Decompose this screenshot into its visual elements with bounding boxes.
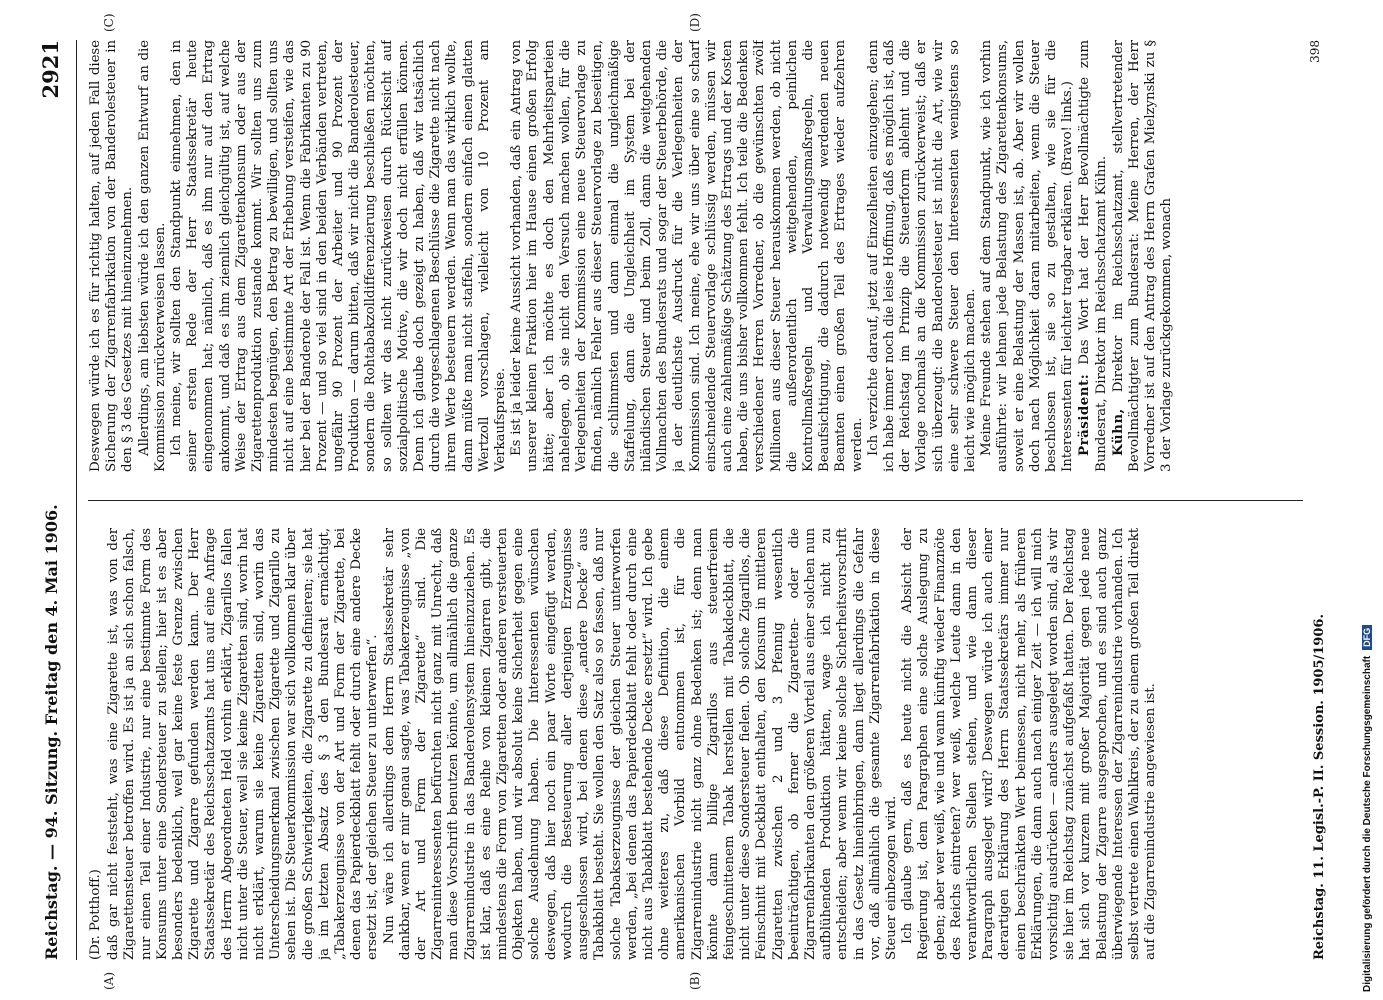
left-column xyxy=(88,528,1303,960)
page-header xyxy=(36,40,76,960)
text-columns xyxy=(88,13,1303,990)
page-footer xyxy=(1306,40,1346,960)
footer-text: Reichstag. 11. Legisl.-P. II. Session. 1905/1906. xyxy=(1312,614,1327,960)
dfg-logo: DFG xyxy=(1362,625,1372,650)
kuehn-paragraph xyxy=(1110,40,1176,472)
right-column xyxy=(88,40,1303,472)
margin-marker-c: (C) xyxy=(102,13,116,32)
column-divider xyxy=(88,500,1303,501)
president-paragraph xyxy=(1076,40,1109,472)
paragraph: Ich glaube gern, daß es heute nicht die Absicht der Regierung ist, dem Paragraphen eine solche Auslegung zu geben; aber wer weiß, wie und wann künftig wieder Finanznöte des Reichs eintreten? wer weiß, welche Leute dann in den verantwortlichen Stellen stehen, und wie dann dieser Paragraph ausgelegt wird? Deswegen würde ich auch einer derartigen Erklärung des Herrn Staatssekretärs immer nur einen beschränkten Wert beimessen, nicht mehr, als früheren Erklärungen, die dann auch nach einiger Zeit — ich will mich vorsichtig ausdrücken — anders ausgelegt worden sind, als wir sie hier im Reichstag zunächst aufgefaßt hatten. Der Reichstag hat sich vor kurzem mit großer Majorität gegen jede neue Belastung der Zigarre ausgesprochen, und es sind auch ganz überwiegende Interessen der Zigarrenindustrie vorhanden. Ich selbst vertrete einen Wahlkreis, der zu einem großen Teil direkt auf die Zigarrenindustrie angewiesen ist. xyxy=(900,528,1159,960)
page-number: 2921 xyxy=(38,40,63,99)
speaker-name: Präsident: xyxy=(1076,373,1093,456)
speech-text: Das Wort hat der Herr Bevollmächtigte zum Bundesrat, Direktor im Reichsschatzamt Kühn. xyxy=(1077,40,1109,472)
header-rule xyxy=(76,40,77,960)
speaker-attribution: (Dr. Potthoff.) xyxy=(88,869,103,960)
paragraph: Meine Freunde stehen auf dem Standpunkt, wie ich vorhin ausführte: wir lehnen jede Belastung des Zigarettenkonsums, soweit er eine Belastung der Massen ist, ab. Aber wir wollen doch nach Möglichkeit daran mitarbeiten, wenn die Steuer beschlossen ist, sie so zu gestalten, wie sie für die Interessenten für leichter tragbar erklären. (Bravo! links.) xyxy=(979,40,1076,472)
signature-mark: 398 xyxy=(1308,40,1322,63)
margin-marker-a: (A) xyxy=(102,971,116,990)
paragraph: Nun wäre ich allerdings dem Herrn Staatssekretär sehr dankbar, wenn er mir genau sagte, was Tabakerzeugnisse „von der Art und Form der Zigarette“ sind. Die Zigarreninteressenten befürchten nicht ganz mit Unrecht, daß man diese Vorschrift benutzen könnte, um allmählich die ganze Zigarrenindustrie in das Banderolensystem hineinzuziehen. Es ist klar, daß es eine Reihe von kleinen Zigarren gibt, die mindestens die Form von Zigaretten oder anderen versteuerten Objekten haben, und wir absolut keine Sicherheit gegen eine solche Ausdehnung haben. Die Interessenten wünschen deswegen, daß hier noch ein paar Worte eingefügt werden, wodurch die Besteuerung aller derjenigen Erzeugnisse ausgeschlossen wird, bei denen diese „andere Decke“ aus Tabakblatt besteht. Sie wollen den Satz also so fassen, daß nur solche Tabakserzeugnisse der gleichen Steuer unterworfen werden, „bei denen das Papierdeckblatt fehlt oder durch eine nicht aus Tabakblatt bestehende Decke ersetzt“ wird. Ich gebe ohne weiteres zu, daß diese Definition, die einem amerikanischen Vorbild entnommen ist, für die Zigarrenindustrie nicht ganz ohne Bedenken ist; denn man könnte dann billige Zigarillos aus steuerfreiem feingeschnittenem Tabak herstellen mit Tabakdeckblatt, die nicht unter diese Sondersteuer fielen. Ob solche Zigarillos, die Feinschnitt mit Deckblatt enthalten, den Konsum in mittleren Zigaretten zwischen 2 und 3 Pfennig wesentlich beeinträchtigen, ob ferner die Zigaretten- oder die Zigarrenfabrikanten den größeren Vorteil aus einer solchen nun aufblühenden Produktion hätten, wage ich nicht zu entscheiden; aber wenn wir keine solche Sicherheitsvorschrift in das Gesetz hineinbringen, dann liegt allerdings die Gefahr vor, daß allmählich die gesamte Zigarrenfabrikation in diese Steuer einbezogen wird. xyxy=(381,528,899,960)
paragraph: Ich verzichte darauf, jetzt auf Einzelheiten einzugehen; denn ich habe immer noch die leise Hoffnung, daß es möglich ist, daß der Reichstag im Prinzip die Steuerform ablehnt und die Vorlage nochmals an die Kommission zurückverweist; daß er sich überzeugt: die Banderolesteuer ist nicht die Art, wie wir eine sehr schwere Steuer den Interessenten wenigstens so leicht wie möglich machen. xyxy=(865,40,978,472)
speaker-name: Kühn, xyxy=(1109,408,1126,456)
paragraph: Es ist ja leider keine Aussicht vorhanden, daß ein Antrag von unserer kleinen Fraktion hier im Hause einen großen Erfolg hätte; aber ich möchte es doch den Mehrheitsparteien nahelegen, ob sie nicht den Versuch machen wollen, für die Verlegenheiten der Kommission eine neue Steuervorlage zu finden, nämlich Fehler aus dieser Steuervorlage zu beseitigen, die schlimmsten und dann einmal die ungleichmäßige Staffelung, dann die Ungleichheit im System bei der inländischen Steuer und beim Zoll, dann die weitgehenden Vollmachten des Bundesrats und sogar der Steuerbehörde, die ja der deutlichste Ausdruck für die Verlegenheiten der Kommission sind. Ich meine, ehe wir uns über eine so scharf einschneidende Steuervorlage schlüssig werden, müssen wir auch eine zahlenmäßige Schätzung des Ertrags und der Kosten haben, die uns bisher vollkommen fehlt. Ich teile die Bedenken verschiedener Herren Vorredner, ob die gewünschten zwölf Millionen aus dieser Steuer herauskommen werden, ob nicht die außerordentlich weitgehenden, peinlichen Kontrollmaßregeln und Verwaltungsmaßregeln, die Beaufsichtigung, die dadurch notwendig werdenden neuen Beamten einen großen Teil des Ertrages wieder aufzehren werden. xyxy=(509,40,865,472)
speech-text: Direktor im Reichsschatzamt, stellvertretender Bevollmächtigter zum Bundesrat: Meine Herren, der Herr Vorredner ist auf den Antrag des Herrn Grafen Mielzynski zu § 3 der Vorlage zurückgekommen, wonach xyxy=(1110,40,1175,472)
paragraph: Deswegen würde ich es für richtig halten, auf jeden Fall diese Sicherung der Zigarrenfabrikation von der Banderolesteuer in den § 3 des Gesetzes mit hineinzunehmen. xyxy=(88,40,136,472)
paragraph: Allerdings, am liebsten würde ich den ganzen Entwurf an die Kommission zurückverweisen lassen. xyxy=(136,40,168,472)
margin-marker-d: (D) xyxy=(688,13,702,32)
running-head: Reichstag. — 94. Sitzung. Freitag den 4. Mai 1906. xyxy=(42,504,61,960)
paragraph: daß gar nicht feststeht, was eine Zigarette ist, was von der Zigarettensteuer betroffen wird. Es ist ja an sich schon falsch, nur einen Teil einer Industrie, nur eine bestimmte Form des Konsums unter eine Sondersteuer zu stellen; hier ist es aber besonders bedenklich, weil gar keine feste Grenze zwischen Zigarette und Zigarre gefunden werden kann. Der Herr Staatssekretär des Reichsschatzamts hat uns auf eine Anfrage des Herrn Abgeordneten Held vorhin erklärt, Zigarillos fallen nicht unter die Steuer, weil sie keine Zigaretten sind, worin hat nicht erklärt, warum sie keine Zigaretten sind, worin das Unterscheidungsmerkmal zwischen Zigarette und Zigarillo zu sehen ist. Die Steuerkommission war sich vollkommen klar über die großen Schwierigkeiten, die Zigarette zu definieren; sie hat ja im letzten Absatz des § 3 den Bundesrat ermächtigt, „Tabakerzeugnisse von der Art und Form der Zigarette, bei denen das Papierdeckblatt fehlt oder durch eine andere Decke ersetzt ist, der gleichen Steuer zu unterwerfen“. xyxy=(106,528,381,960)
paragraph: Ich meine, wir sollten den Standpunkt einnehmen, den in seiner ersten Rede der Herr Staatssekretär heute eingenommen hat; nämlich, daß es ihm nur auf den Ertrag ankommt, und daß es ihm ziemlich gleichgültig ist, auf welche Weise der Ertrag aus dem Zigarettenkonsum oder aus der Zigarettenproduktion zustande kommt. Wir sollten uns zum mindesten begnügen, den Betrag zu bewilligen, und sollten uns nicht auf eine bestimmte Art der Erhebung versteifen, wie das hier bei der Banderole der Fall ist. Wenn die Fabrikanten zu 90 Prozent — und so viel sind in den beiden Verbänden vertreten, ungefähr 90 Prozent der Arbeiter und 90 Prozent der Produktion — darum bitten, daß wir nicht die Banderolesteuer, sondern die Rohtabakzolldifferenzierung beschließen möchten, so sollten wir das nicht zurückweisen durch Rücksicht auf sozialpolitische Motive, die wir doch nicht erfüllen können. Denn ich glaube doch gezeigt zu haben, daß wir tatsächlich durch die vorgeschlagenen Beschlüsse die Zigarette nicht nach ihrem Werte besteuern werden. Wenn man das wirklich wollte, dann müßte man nicht staffeln, sondern einfach einen glatten Wertzoll vorschlagen, vielleicht von 10 Prozent am Verkaufspreise. xyxy=(169,40,509,472)
margin-marker-b: (B) xyxy=(688,971,702,990)
credit-text: Digitalisierung gefördert durch die Deutsche Forschungsgemeinschaft xyxy=(1362,655,1373,992)
digitization-credit xyxy=(1362,625,1373,992)
